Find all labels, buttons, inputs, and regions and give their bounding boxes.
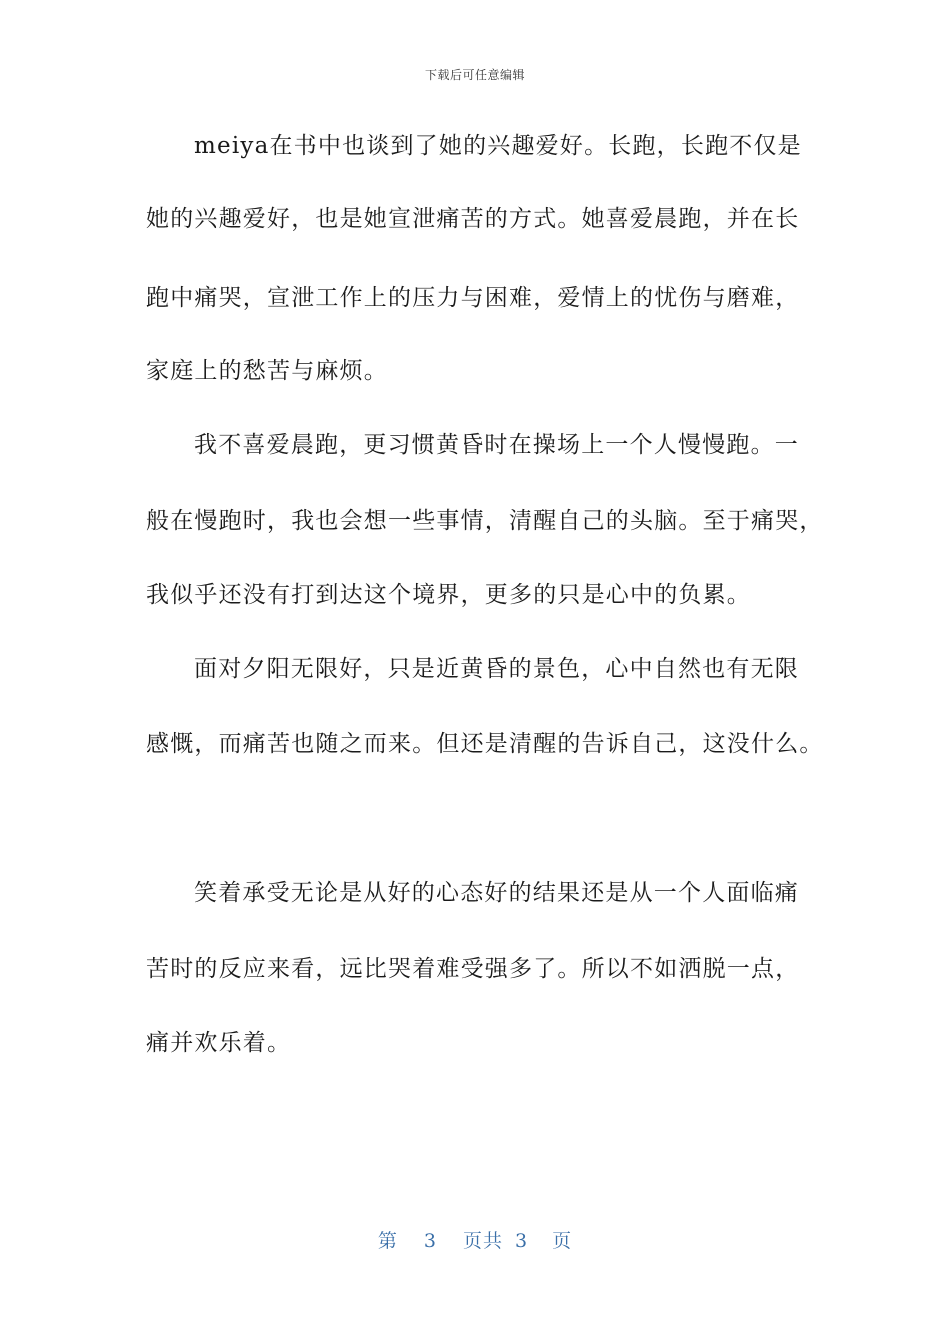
- footer-current-page: 3: [423, 1230, 437, 1252]
- footer-page-mid: 页共: [462, 1230, 503, 1252]
- paragraph-4-line-1: 笑着承受无论是从好的心态好的结果还是从一个人面临痛: [194, 880, 799, 906]
- paragraph-3-line-1: 面对夕阳无限好，只是近黄昏的景色，心中自然也有无限: [194, 656, 799, 682]
- paragraph-1-line-3: 跑中痛哭，宣泄工作上的压力与困难，爱情上的忧伤与磨难，: [146, 285, 800, 311]
- paragraph-1-line-4: 家庭上的愁苦与麻烦。: [146, 358, 388, 384]
- footer-page-prefix: 第: [377, 1230, 398, 1252]
- page-header: 下载后可任意编辑: [424, 68, 525, 82]
- paragraph-2-line-1: 我不喜爱晨跑，更习惯黄昏时在操场上一个人慢慢跑。一: [194, 432, 799, 458]
- page-footer: [0, 1226, 950, 1253]
- paragraph-2-line-2: 般在慢跑时，我也会想一些事情，清醒自己的头脑。至于痛哭，: [146, 508, 824, 534]
- paragraph-4-line-3: 痛并欢乐着。: [146, 1030, 292, 1056]
- footer-total-pages: 3: [515, 1230, 529, 1252]
- footer-page-suffix: 页: [552, 1230, 573, 1252]
- paragraph-1-line-1: meiya在书中也谈到了她的兴趣爱好。长跑，长跑不仅是: [194, 133, 802, 159]
- paragraph-1-line-2: 她的兴趣爱好，也是她宣泄痛苦的方式。她喜爱晨跑，并在长: [146, 206, 800, 232]
- paragraph-3-line-2: 感慨，而痛苦也随之而来。但还是清醒的告诉自己，这没什么。: [146, 731, 824, 757]
- paragraph-2-line-3: 我似乎还没有打到达这个境界，更多的只是心中的负累。: [146, 582, 751, 608]
- paragraph-4-line-2: 苦时的反应来看，远比哭着难受强多了。所以不如洒脱一点，: [146, 956, 800, 982]
